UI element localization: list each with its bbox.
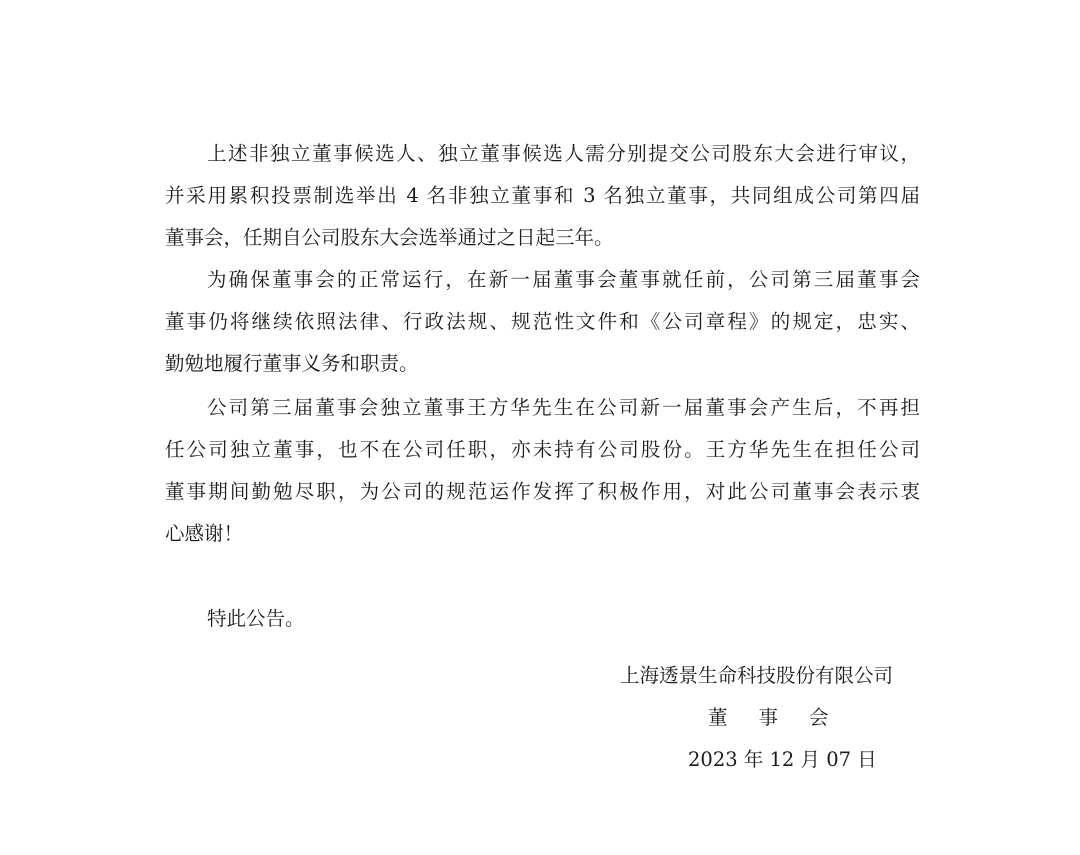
paragraph-2-line-2: 董事仍将继续依照法律、行政法规、规范性文件和《公司章程》的规定，忠实、 bbox=[165, 310, 920, 333]
paragraph-3-line-2: 任公司独立董事，也不在公司任职，亦未持有公司股份。王方华先生在担任公司 bbox=[165, 438, 920, 461]
closing-statement: 特此公告。 bbox=[207, 607, 305, 630]
paragraph-3-line-4: 心感谢！ bbox=[165, 522, 244, 545]
signature-company: 上海透景生命科技股份有限公司 bbox=[620, 664, 894, 687]
paragraph-2-line-3: 勤勉地履行董事义务和职责。 bbox=[165, 352, 419, 375]
signature-date: 2023 年 12 月 07 日 bbox=[688, 748, 877, 771]
paragraph-1-line-2: 并采用累积投票制选举出 4 名非独立董事和 3 名独立董事，共同组成公司第四届 bbox=[165, 184, 920, 207]
paragraph-3-line-3: 董事期间勤勉尽职，为公司的规范运作发挥了积极作用，对此公司董事会表示衷 bbox=[165, 480, 920, 503]
signature-board: 董事会 bbox=[708, 706, 860, 729]
paragraph-1-line-3: 董事会，任期自公司股东大会选举通过之日起三年。 bbox=[165, 226, 614, 249]
paragraph-3-line-1: 公司第三届董事会独立董事王方华先生在公司新一届董事会产生后，不再担 bbox=[207, 396, 920, 419]
paragraph-2-line-1: 为确保董事会的正常运行，在新一届董事会董事就任前，公司第三届董事会 bbox=[207, 268, 920, 291]
paragraph-1-line-1: 上述非独立董事候选人、独立董事候选人需分别提交公司股东大会进行审议， bbox=[207, 142, 920, 165]
